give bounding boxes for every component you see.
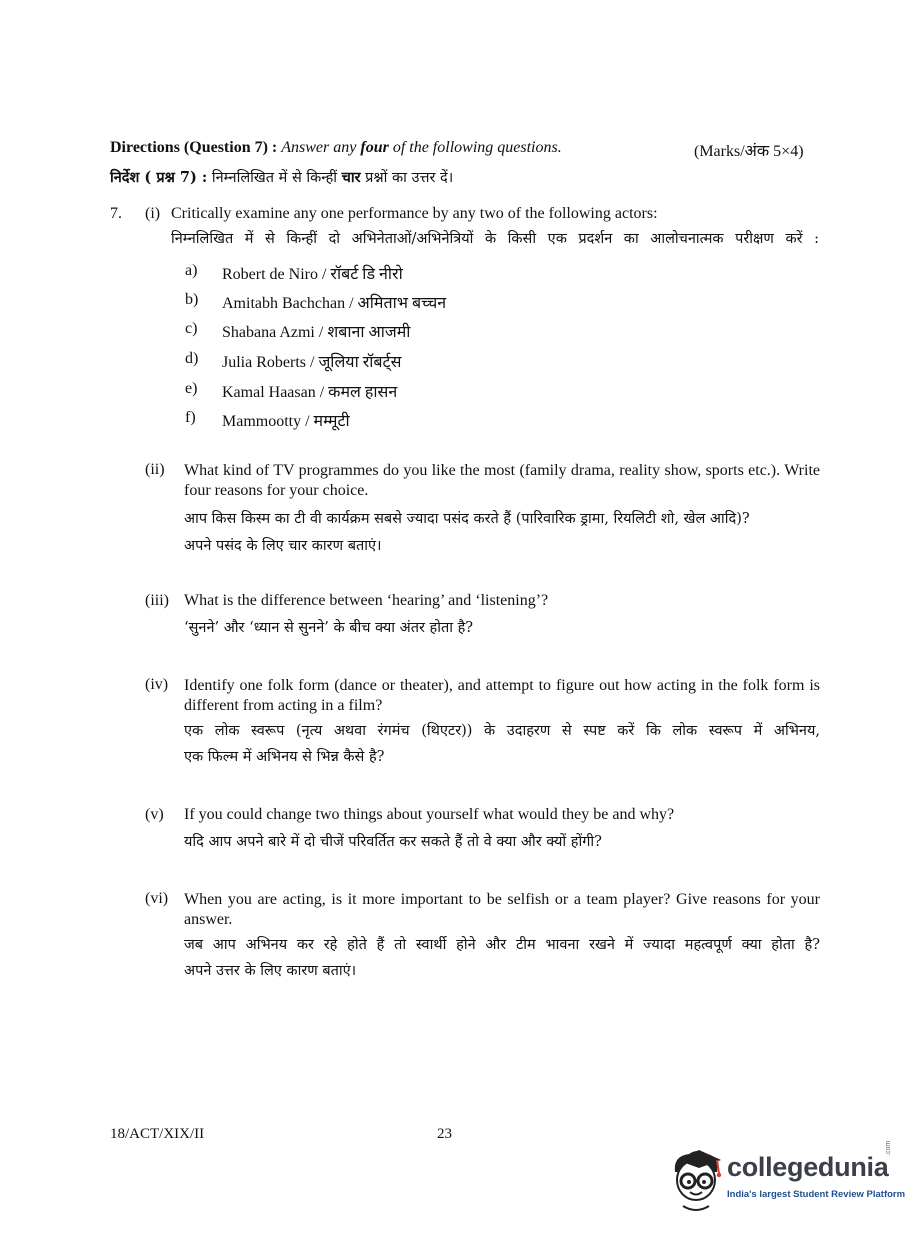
option-letter: b) (185, 291, 199, 308)
part-i-label: (i) (145, 205, 161, 222)
option-text: Shabana Azmi / शबाना आजमी (222, 324, 411, 341)
collegedunia-logo (667, 1140, 906, 1216)
hindi-directions-line (110, 167, 453, 187)
part-v-label: (v) (145, 806, 164, 823)
part-vi-hindi-line2: अपने उत्तर के लिए कारण बताएं। (184, 963, 357, 979)
part-vi-label: (vi) (145, 890, 169, 907)
part-iii-english: What is the difference between ‘hearing’ and ‘listening’? (184, 592, 549, 609)
option-text: Kamal Haasan / कमल हासन (222, 384, 398, 401)
part-iii-label: (iii) (145, 592, 169, 609)
logo-tagline: India's largest Student Review Platform (727, 1189, 906, 1200)
option-letter: e) (185, 380, 198, 397)
directions-text-bold: four (360, 139, 389, 156)
part-i-hindi: निम्नलिखित में से किन्हीं दो अभिनेताओं/अभिनेत्रियों के किसी एक प्रदर्शन का आलोचनात्मक परीक्षण करें : (171, 231, 819, 247)
footer-code: 18/ACT/XIX/II (110, 1126, 205, 1142)
page-number: 23 (437, 1126, 452, 1142)
part-v-hindi-line1: यदि आप अपने बारे में दो चीजें परिवर्तित कर सकते हैं तो वे क्या और क्यों होंगी? (184, 834, 602, 850)
option-letter: a) (185, 262, 198, 279)
option-text: Julia Roberts / जूलिया रॉबर्ट्स (222, 354, 402, 371)
part-v-english: If you could change two things about yourself what would they be and why? (184, 806, 675, 823)
question-number: 7. (110, 205, 122, 222)
hindi-directions-label: निर्देश ( प्रश्न 7) : (110, 169, 208, 186)
directions-line (110, 139, 562, 157)
part-ii-english: What kind of TV programmes do you like the most (family drama, reality show, sports etc.). Write four reasons for your choice. (184, 462, 820, 499)
logo-wordmark: collegedunia (727, 1152, 889, 1182)
option-letter: f) (185, 409, 196, 426)
part-iii-hindi-line1: ‘सुनने’ और ‘ध्यान से सुनने’ के बीच क्या अंतर होता है? (184, 620, 474, 636)
part-iv-english: Identify one folk form (dance or theater), and attempt to figure out how acting in the folk form is different from acting in a film? (184, 677, 820, 714)
part-ii-hindi-line1: आप किस किस्म का टी वी कार्यक्रम सबसे ज्यादा पसंद करते हैं (पारिवारिक ड्रामा, रियलिटी शो, खेल आदि)? (184, 511, 750, 527)
student-mascot-icon (667, 1146, 729, 1216)
directions-text-pre: Answer any (281, 139, 357, 156)
option-text: Amitabh Bachchan / अमिताभ बच्चन (222, 295, 447, 312)
directions-text-post: of the following questions. (392, 139, 562, 156)
part-vi-english: When you are acting, is it more important to be selfish or a team player? Give reasons for your answer. (184, 891, 820, 928)
part-ii-label: (ii) (145, 461, 165, 478)
part-iv-hindi-line1: एक लोक स्वरूप (नृत्य अथवा रंगमंच (थिएटर)) के उदाहरण से स्पष्ट करें कि लोक स्वरूप में अभिनय, (184, 723, 820, 739)
option-text: Mammootty / मम्मूटी (222, 413, 350, 430)
part-iv-hindi-line2: एक फिल्म में अभिनय से भिन्न कैसे है? (184, 749, 385, 765)
part-ii-hindi-line2: अपने पसंद के लिए चार कारण बताएं। (184, 538, 382, 554)
option-letter: c) (185, 320, 198, 337)
part-vi-hindi-line1: जब आप अभिनय कर रहे होते हैं तो स्वार्थी होने और टीम भावना रखने में ज्यादा महत्वपूर्ण क्या होता है? (184, 937, 820, 953)
marks-label: (Marks/अंक 5×4) (694, 143, 804, 160)
hindi-directions-text-post: प्रश्नों का उत्तर दें। (365, 170, 454, 186)
option-letter: d) (185, 350, 199, 367)
part-i-english: Critically examine any one performance by any two of the following actors: (171, 205, 658, 222)
hindi-directions-text-bold: चार (341, 169, 361, 186)
option-text: Robert de Niro / रॉबर्ट डि नीरो (222, 266, 403, 283)
hindi-directions-text-pre: निम्नलिखित में से किन्हीं (211, 170, 338, 186)
directions-label: Directions (Question 7) : (110, 139, 278, 156)
logo-suffix: .com (885, 1140, 892, 1156)
part-iv-label: (iv) (145, 676, 169, 693)
